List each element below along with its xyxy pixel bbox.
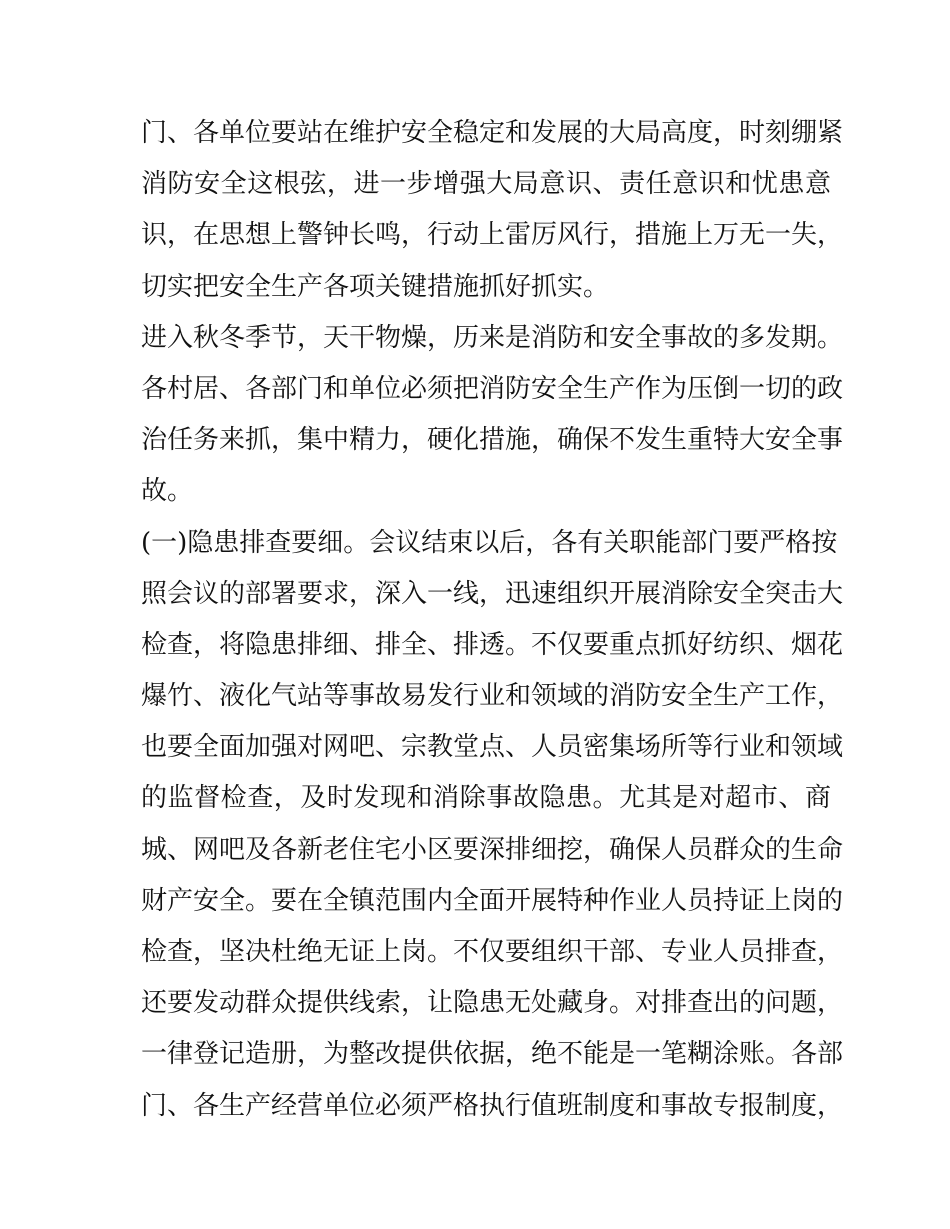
text-line: 的监督检查，及时发现和消除事故隐患。尤其是对超市、商 xyxy=(141,783,831,814)
text-line: 一律登记造册，为整改提供依据，绝不能是一笔糊涂账。各部 xyxy=(141,1039,844,1070)
text-line: 财产安全。要在全镇范围内全面开展特种作业人员持证上岗的 xyxy=(141,885,844,916)
text-line: 检查，坚决杜绝无证上岗。不仅要组织干部、专业人员排查， xyxy=(141,937,844,967)
text-line: (一)隐患排查要细。会议结束以后，各有关职能部门要严格按 xyxy=(141,527,838,558)
text-line: 治任务来抓，集中精力，硬化措施，确保不发生重特大安全事 xyxy=(141,425,844,456)
text-line: 识，在思想上警钟长鸣，行动上雷厉风行，措施上万无一失， xyxy=(141,220,844,251)
text-line: 门、各单位要站在维护安全稳定和发展的大局高度，时刻绷紧 xyxy=(141,118,844,148)
text-line: 照会议的部署要求，深入一线，迅速组织开展消除安全突击大 xyxy=(141,578,844,609)
paragraph xyxy=(141,518,844,1132)
text-line: 故。 xyxy=(141,476,194,507)
text-line: 检查，将隐患排细、排全、排透。不仅要重点抓好纺织、烟花 xyxy=(141,629,844,660)
text-line: 切实把安全生产各项关键措施抓好抓实。 xyxy=(141,271,610,302)
text-line: 爆竹、液化气站等事故易发行业和领域的消防安全生产工作， xyxy=(141,681,844,712)
paragraph xyxy=(141,108,844,313)
text-line: 进入秋冬季节，天干物燥，历来是消防和安全事故的多发期。 xyxy=(141,322,844,353)
text-line: 门、各生产经营单位必须严格执行值班制度和事故专报制度， xyxy=(141,1090,844,1121)
paragraph xyxy=(141,313,844,518)
text-line: 城、网吧及各新老住宅小区要深排细挖，确保人员群众的生命 xyxy=(141,834,844,865)
text-line: 消防安全这根弦，进一步增强大局意识、责任意识和忧患意 xyxy=(141,169,831,200)
text-line: 也要全面加强对网吧、宗教堂点、人员密集场所等行业和领域 xyxy=(141,732,844,763)
text-line: 各村居、各部门和单位必须把消防安全生产作为压倒一切的政 xyxy=(141,373,844,404)
document-body xyxy=(141,108,844,1132)
text-line: 还要发动群众提供线索，让隐患无处藏身。对排查出的问题， xyxy=(141,988,844,1019)
